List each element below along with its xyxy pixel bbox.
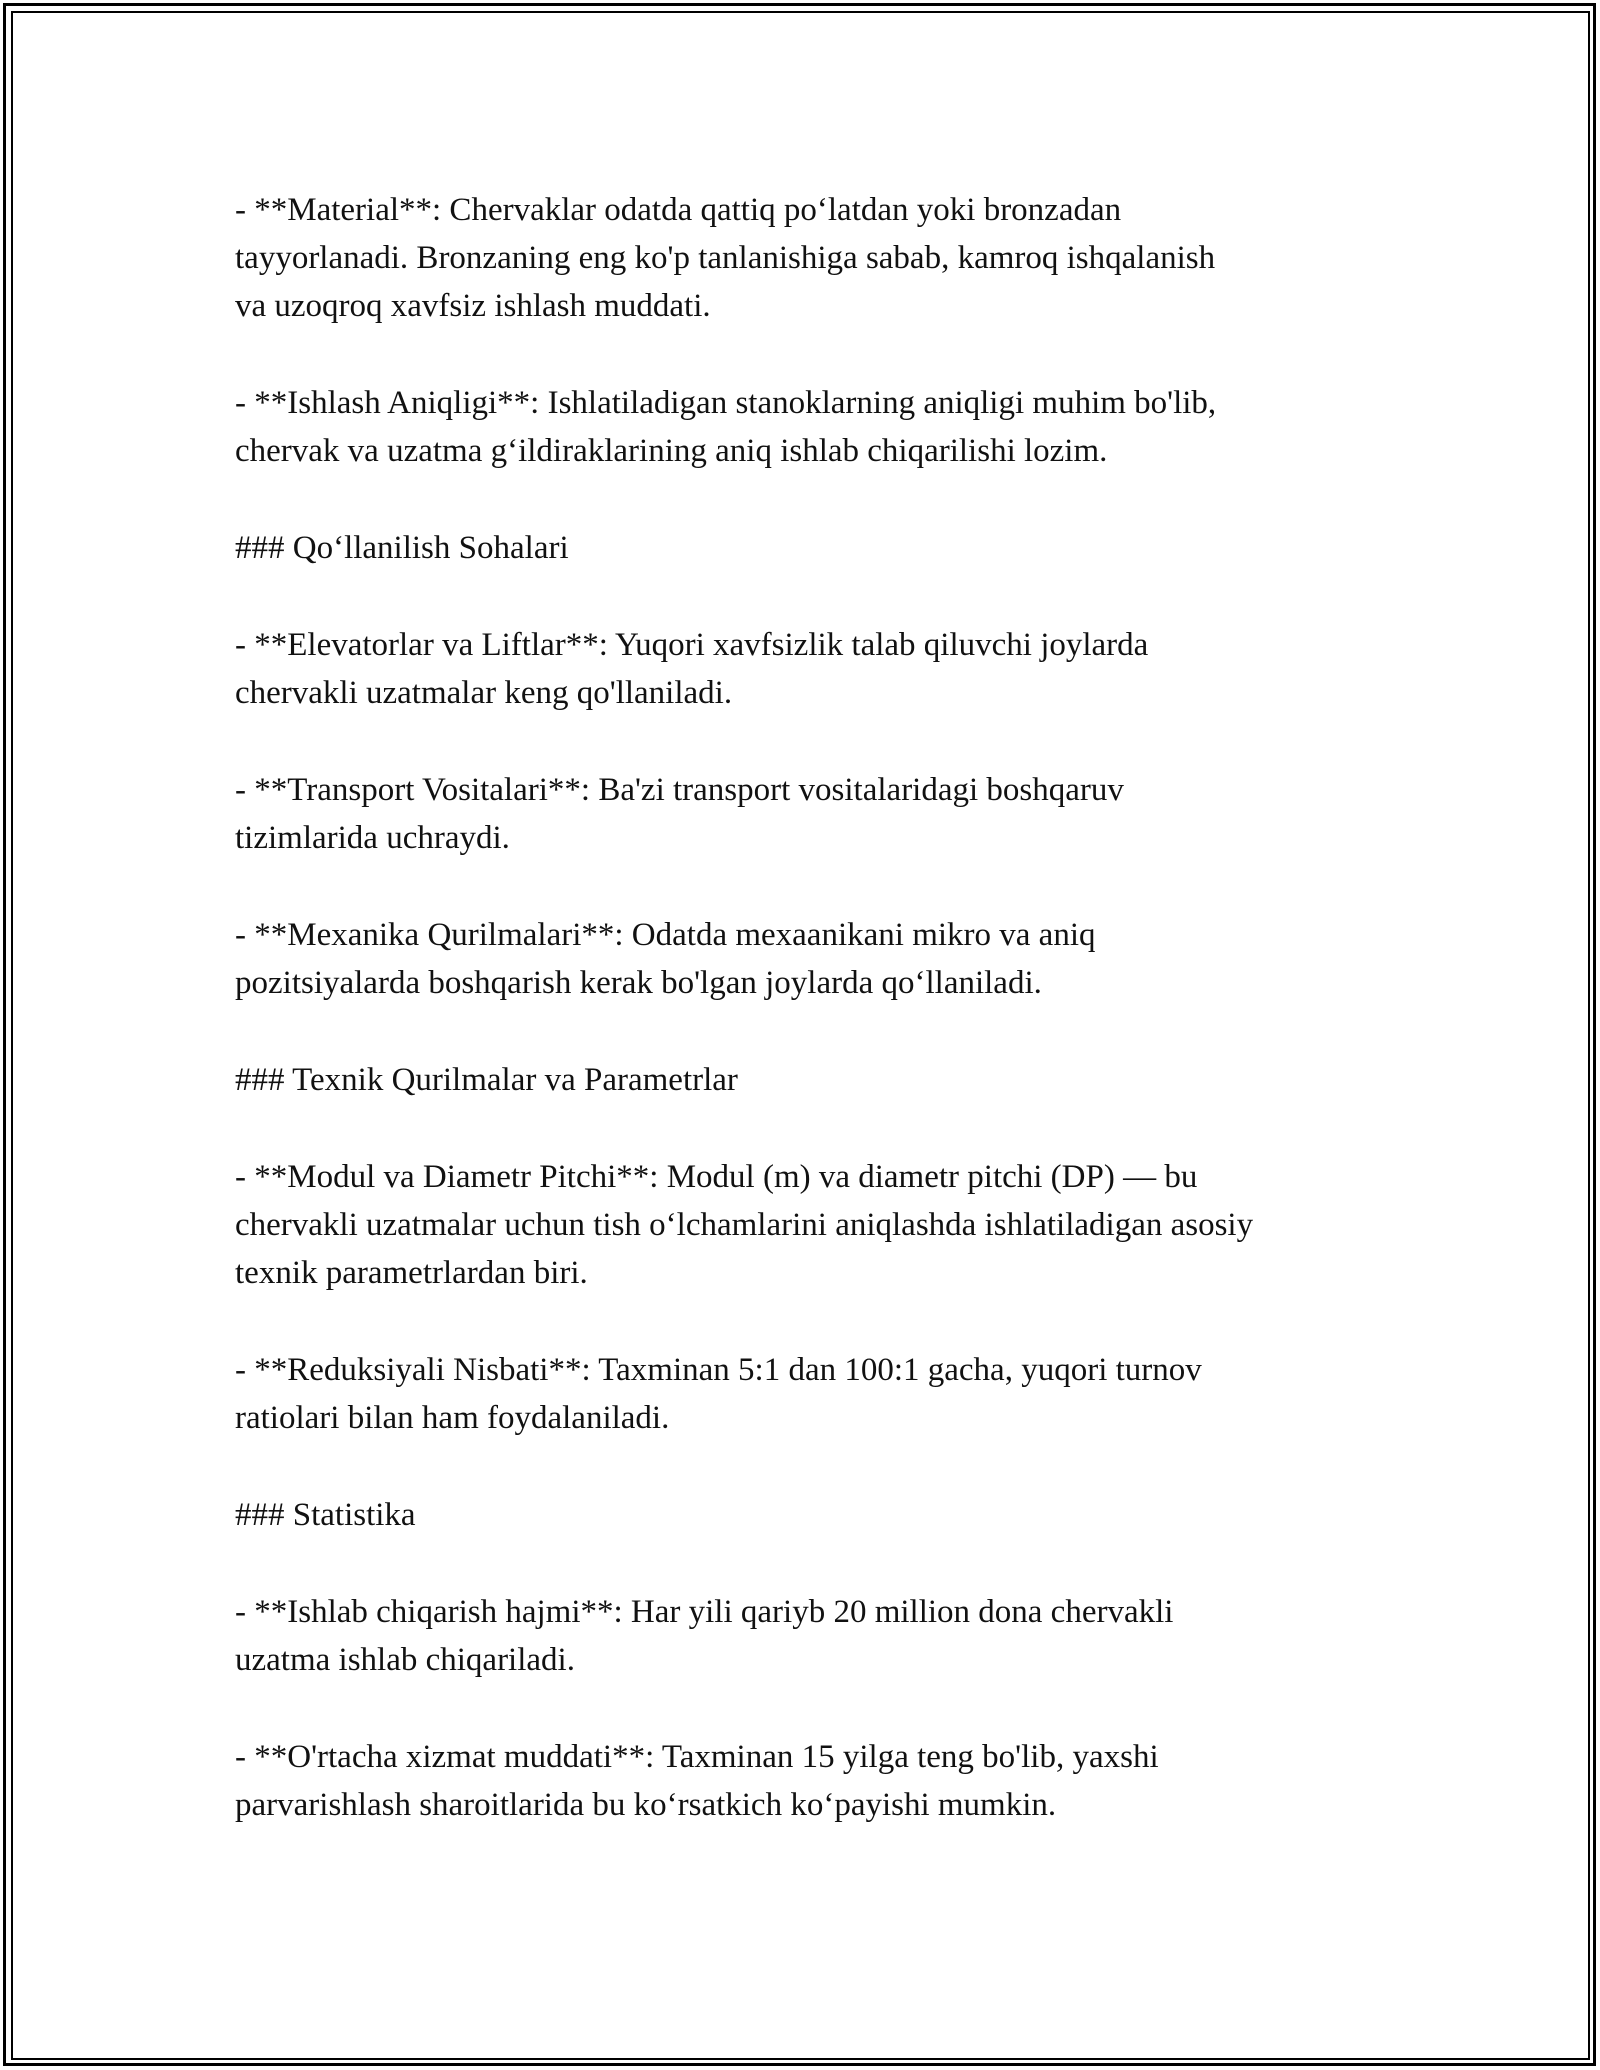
document-body: [235, 186, 1405, 1878]
list-item-material: [235, 186, 1405, 330]
text-line: - **Ishlash Aniqligi**: Ishlatiladigan stanoklarning aniqligi muhim bo'lib,: [235, 385, 1217, 421]
text-line: pozitsiyalarda boshqarish kerak bo'lgan joylarda qo‘llaniladi.: [235, 965, 1042, 1001]
section-heading-texnik: [235, 1056, 1405, 1104]
list-item-ishlash-aniqligi: [235, 379, 1405, 475]
heading-text: ### Texnik Qurilmalar va Parametrlar: [235, 1062, 738, 1098]
text-line: tizimlarida uchraydi.: [235, 820, 510, 856]
list-item-elevatorlar: [235, 621, 1405, 717]
text-line: ratiolari bilan ham foydalaniladi.: [235, 1400, 670, 1436]
text-line: - **Transport Vositalari**: Ba'zi transport vositalaridagi boshqaruv: [235, 772, 1124, 808]
list-item-xizmat-muddati: [235, 1733, 1405, 1829]
text-line: chervakli uzatmalar keng qo'llaniladi.: [235, 675, 733, 711]
text-line: va uzoqroq xavfsiz ishlash muddati.: [235, 288, 711, 324]
text-line: parvarishlash sharoitlarida bu ko‘rsatkich ko‘payishi mumkin.: [235, 1787, 1057, 1823]
text-line: uzatma ishlab chiqariladi.: [235, 1642, 575, 1678]
text-line: - **Elevatorlar va Liftlar**: Yuqori xavfsizlik talab qiluvchi joylarda: [235, 627, 1149, 663]
heading-text: ### Statistika: [235, 1497, 416, 1533]
text-line: - **Modul va Diametr Pitchi**: Modul (m) va diametr pitchi (DP) — bu: [235, 1159, 1198, 1195]
text-line: - **O'rtacha xizmat muddati**: Taxminan 15 yilga teng bo'lib, yaxshi: [235, 1739, 1159, 1775]
text-line: - **Reduksiyali Nisbati**: Taxminan 5:1 dan 100:1 gacha, yuqori turnov: [235, 1352, 1202, 1388]
list-item-transport: [235, 766, 1405, 862]
text-line: - **Material**: Chervaklar odatda qattiq po‘latdan yoki bronzadan: [235, 192, 1122, 228]
section-heading-qollanilish: [235, 524, 1405, 572]
list-item-reduksiya: [235, 1346, 1405, 1442]
text-line: chervakli uzatmalar uchun tish o‘lchamlarini aniqlashda ishlatiladigan asosiy: [235, 1207, 1254, 1243]
heading-text: ### Qo‘llanilish Sohalari: [235, 530, 569, 566]
text-line: texnik parametrlardan biri.: [235, 1255, 588, 1291]
text-line: chervak va uzatma g‘ildiraklarining aniq ishlab chiqarilishi lozim.: [235, 433, 1108, 469]
text-line: tayyorlanadi. Bronzaning eng ko'p tanlanishiga sabab, kamroq ishqalanish: [235, 240, 1216, 276]
text-line: - **Mexanika Qurilmalari**: Odatda mexaanikani mikro va aniq: [235, 917, 1096, 953]
list-item-ishlab-chiqarish: [235, 1588, 1405, 1684]
list-item-modul: [235, 1153, 1405, 1297]
list-item-mexanika: [235, 911, 1405, 1007]
section-heading-statistika: [235, 1491, 1405, 1539]
text-line: - **Ishlab chiqarish hajmi**: Har yili qariyb 20 million dona chervakli: [235, 1594, 1174, 1630]
